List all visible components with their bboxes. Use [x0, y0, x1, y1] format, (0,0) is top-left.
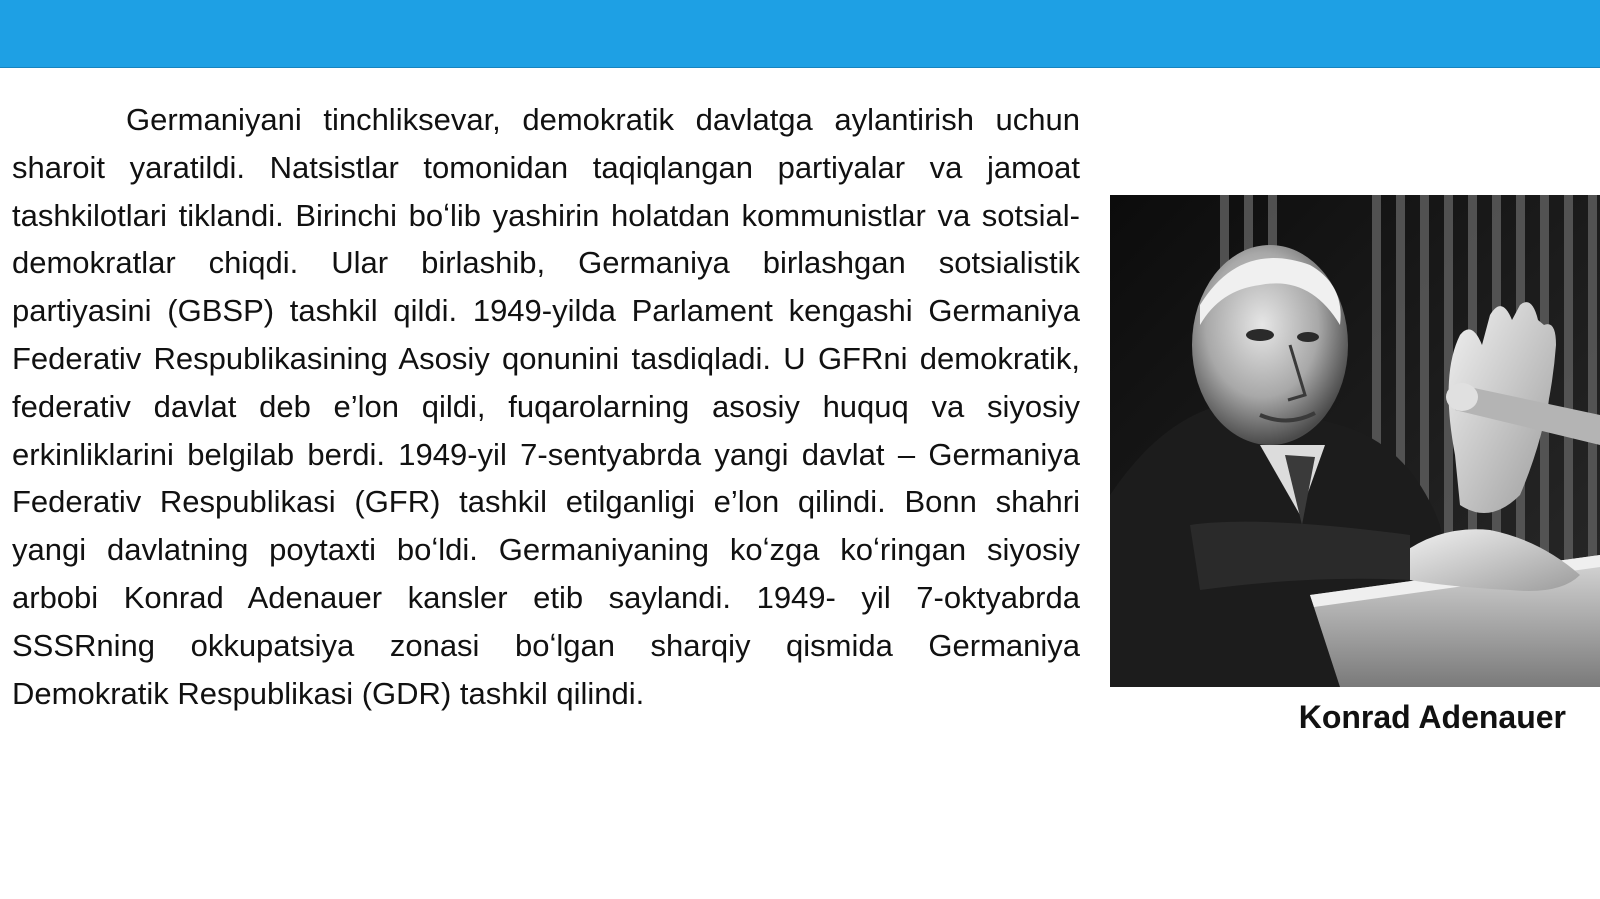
- body-paragraph: Germaniyani tinchliksevar, demokratik davlatga aylantirish uchun sharoit yaratildi. Natsistlar tomonidan taqiqlangan partiyalar va jamoat tashkilotlari tiklandi. Birinchi boʻlib yashirin holatdan kommunistlar va sotsial-demokratlar chiqdi. Ular birlashib, Germaniya birlashgan sotsialistik partiyasini (GBSP) tashkil qildi. 1949-yilda Parlament kengashi Germaniya Federativ Respublikasining Asosiy qonunini tasdiqladi. U GFRni demokratik, federativ davlat deb e’lon qildi, fuqarolarning asosiy huquq va siyosiy erkinliklarini belgilab berdi. 1949-yil 7-sentyabrda yangi davlat – Germaniya Federativ Respublikasi (GFR) tashkil etilganligi e’lon qilindi. Bonn shahri yangi davlatning poytaxti boʻldi. Germaniyaning koʻzga koʻringan siyosiy arbobi Konrad Adenauer kansler etib saylandi. 1949- yil 7-oktyabrda SSSRning okkupatsiya zonasi boʻlgan sharqiy qismida Germaniya Demokratik Respublikasi (GDR) tashkil qilindi.: [12, 102, 1080, 711]
- figure-caption: Konrad Adenauer: [1298, 699, 1566, 735]
- portrait-illustration: [1110, 195, 1600, 687]
- portrait-photo: [1110, 195, 1600, 687]
- header-bar: [0, 0, 1600, 68]
